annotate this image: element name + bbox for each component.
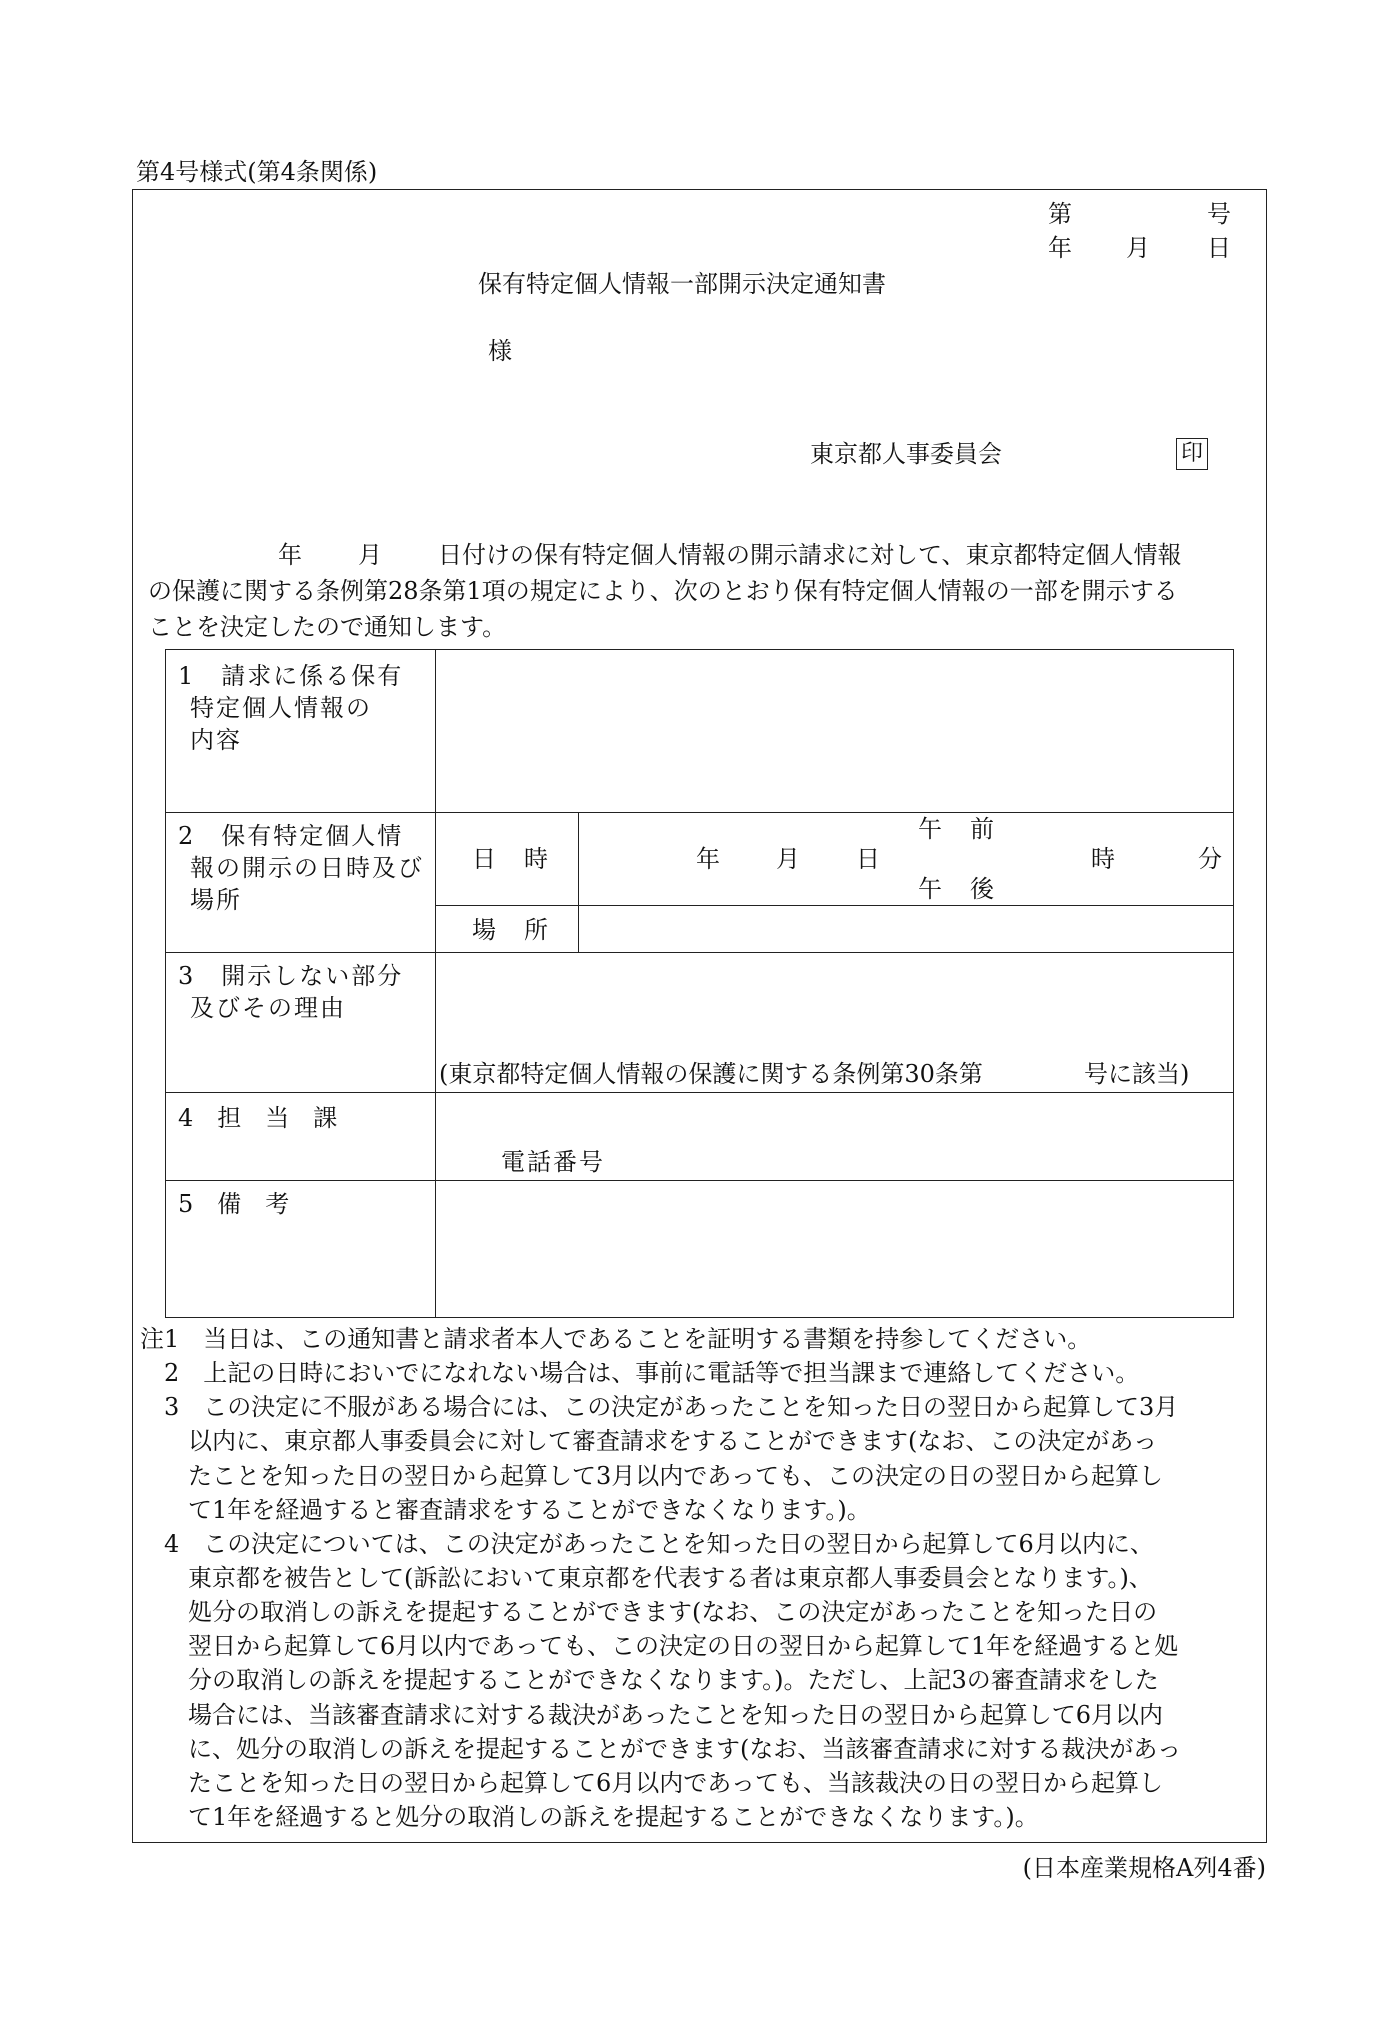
- note-line: 場合には、当該審査請求に対する裁決があったことを知った日の翌日から起算して6月以内: [140, 1700, 1164, 1729]
- note-line: に、処分の取消しの訴えを提起することができます(なお、当該審査請求に対する裁決があっ: [140, 1734, 1182, 1763]
- row2-label-line3: 場所: [190, 886, 242, 914]
- body-line-3: ことを決定したので通知します。: [148, 613, 507, 641]
- datetime-minute: 分: [1198, 845, 1224, 873]
- datetime-hour: 時: [1091, 845, 1117, 873]
- row3-label-line1: 3 開示しない部分: [178, 962, 404, 990]
- row1-label-line2: 特定個人情報の: [190, 694, 372, 722]
- number-suffix: 号: [1207, 200, 1231, 228]
- note-line: たことを知った日の翌日から起算して6月以内であっても、当該裁決の日の翌日から起算し: [140, 1768, 1164, 1797]
- note-line: 3 この決定に不服がある場合には、この決定があったことを知った日の翌日から起算して3月: [140, 1393, 1179, 1422]
- row2-label-line1: 2 保有特定個人情: [178, 822, 404, 850]
- note-line: 翌日から起算して6月以内であっても、この決定の日の翌日から起算して1年を経過すると処: [140, 1632, 1179, 1661]
- datetime-label: 日 時: [472, 845, 550, 873]
- table-divider-inner: [578, 812, 579, 952]
- issuer-name: 東京都人事委員会: [810, 440, 1002, 468]
- table-row-line: [166, 812, 1233, 813]
- form-number: 第4号様式(第4条関係): [136, 158, 378, 186]
- datetime-pm: 午 後: [918, 875, 996, 903]
- table-row-line: [166, 1092, 1233, 1093]
- datetime-am: 午 前: [918, 815, 996, 843]
- number-prefix: 第: [1048, 200, 1072, 228]
- row4-label: 4 担 当 課: [178, 1104, 338, 1132]
- row3-label-line2: 及びその理由: [190, 994, 346, 1022]
- row1-label-line3: 内容: [190, 726, 242, 754]
- table-row-line: [166, 952, 1233, 953]
- note-line: 処分の取消しの訴えを提起することができます(なお、この決定があったことを知った日の: [140, 1598, 1158, 1627]
- place-label: 場 所: [472, 916, 550, 944]
- note-line: 分の取消しの訴えを提起することができなくなります。)。ただし、上記3の審査請求をした: [140, 1666, 1159, 1695]
- note-line: て1年を経過すると処分の取消しの訴えを提起することができなくなります。)。: [140, 1803, 1039, 1831]
- date-year: 年: [1048, 234, 1072, 262]
- ordinance-suffix: 号に該当): [1084, 1060, 1190, 1088]
- ordinance-prefix: (東京都特定個人情報の保護に関する条例第30条第: [439, 1060, 983, 1088]
- row5-label: 5 備 考: [178, 1190, 290, 1218]
- row2-label-line2: 報の開示の日時及び: [190, 854, 424, 882]
- note-line: 4 この決定については、この決定があったことを知った日の翌日から起算して6月以内に、: [140, 1529, 1154, 1558]
- row1-label-line1: 1 請求に係る保有: [178, 662, 404, 690]
- table-row-line: [166, 1180, 1233, 1181]
- seal-mark: 印: [1176, 438, 1208, 470]
- table-divider-label: [435, 650, 436, 1317]
- note-line: たことを知った日の翌日から起算して3月以内であっても、この決定の日の翌日から起算し: [140, 1461, 1164, 1490]
- note-line: て1年を経過すると審査請求をすることができなくなります。)。: [140, 1495, 871, 1524]
- note-line: 注1 当日は、この通知書と請求者本人であることを証明する書類を持参してください。: [140, 1325, 1092, 1353]
- datetime-month: 月: [776, 845, 802, 873]
- body-line-1: 日付けの保有特定個人情報の開示請求に対して、東京都特定個人情報: [438, 541, 1182, 569]
- datetime-year: 年: [696, 845, 722, 873]
- body-date-month: 月: [358, 541, 382, 569]
- note-line: 2 上記の日時においでになれない場合は、事前に電話等で担当課まで連絡してください。: [140, 1359, 1140, 1388]
- addressee-suffix: 様: [488, 337, 512, 365]
- date-month: 月: [1126, 234, 1150, 262]
- phone-label: 電話番号: [501, 1148, 605, 1176]
- paper-size-note: (日本産業規格A列4番): [1022, 1854, 1266, 1882]
- document-title: 保有特定個人情報一部開示決定通知書: [478, 270, 886, 298]
- note-line: 東京都を被告として(訴訟において東京都を代表する者は東京都人事委員会となります。)、: [140, 1564, 1153, 1592]
- date-day: 日: [1207, 234, 1231, 262]
- datetime-day: 日: [856, 845, 882, 873]
- table-row-line: [435, 905, 1233, 906]
- body-line-2: の保護に関する条例第28条第1項の規定により、次のとおり保有特定個人情報の一部を開示する: [148, 577, 1178, 605]
- note-line: 以内に、東京都人事委員会に対して審査請求をすることができます(なお、この決定があっ: [140, 1427, 1158, 1456]
- info-table: [165, 649, 1234, 1318]
- body-date-year: 年: [278, 541, 302, 569]
